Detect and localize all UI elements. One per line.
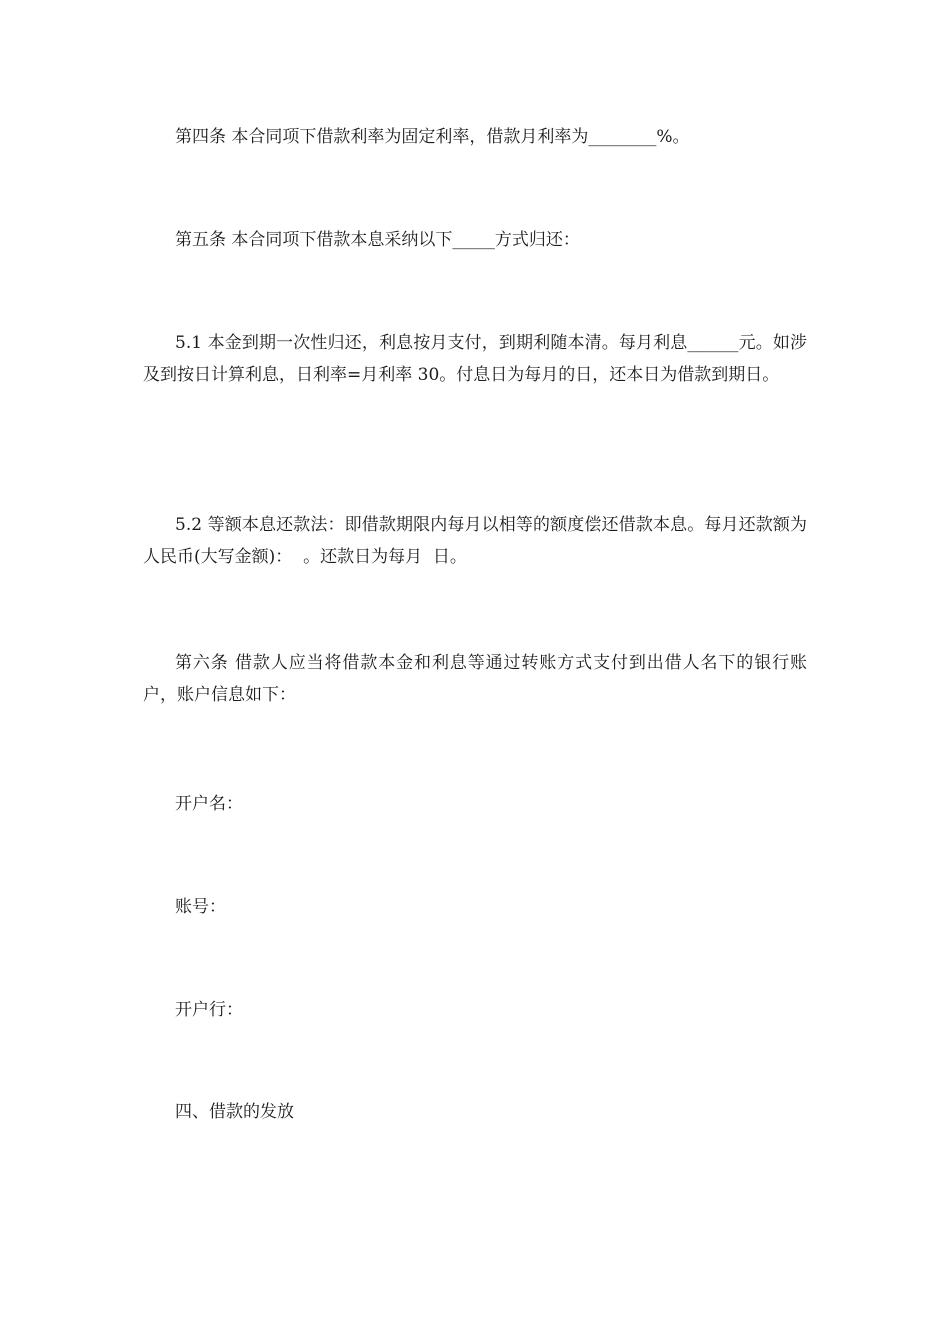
section-4-heading: 四、借款的发放 — [175, 1102, 294, 1122]
bank-branch-label: 开户行： — [175, 1000, 243, 1020]
clause-5-2-equal-installment: 5.2 等额本息还款法：即借款期限内每月以相等的额度偿还借款本息。每月还款额为人民币(大写金额)： 。还款日为每月 日。 — [143, 515, 807, 567]
clause-5-1-lump-sum-repayment: 5.1 本金到期一次性归还，利息按月支付，到期利随本清。每月利息______元。如涉及到按日计算利息，日利率=月利率 30。付息日为每月的日，还本日为借款到期日。 — [143, 333, 807, 385]
account-number-label: 账号： — [175, 897, 226, 917]
article-4-interest-rate: 第四条 本合同项下借款利率为固定利率，借款月利率为________%。 — [175, 127, 690, 147]
account-name-label: 开户名： — [175, 794, 243, 814]
article-6-payment-account: 第六条 借款人应当将借款本金和利息等通过转账方式支付到出借人名下的银行账户，账户信息如下： — [143, 653, 807, 705]
article-5-repayment-method: 第五条 本合同项下借款本息采纳以下_____方式归还： — [175, 230, 580, 250]
